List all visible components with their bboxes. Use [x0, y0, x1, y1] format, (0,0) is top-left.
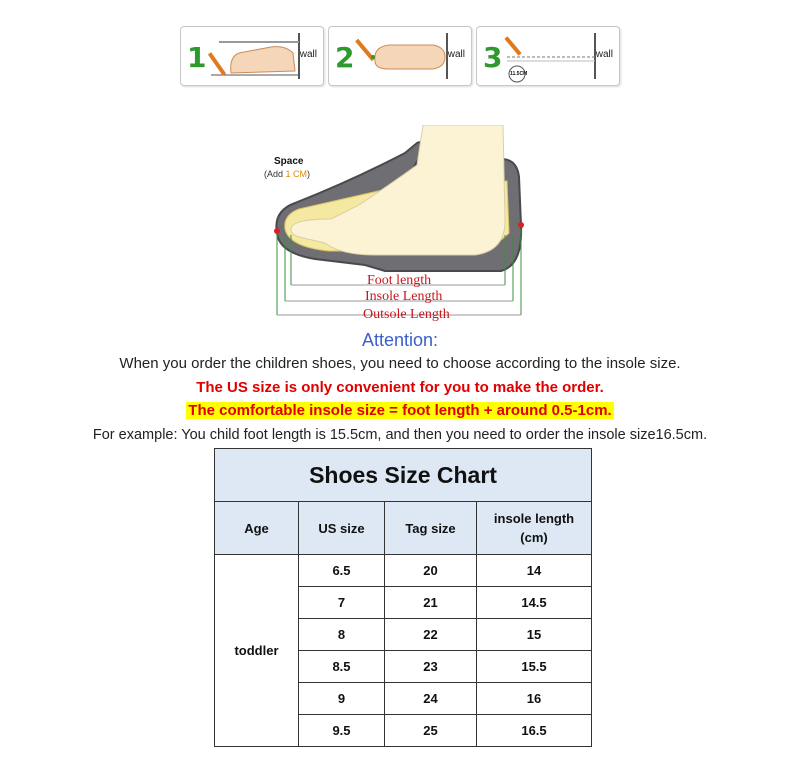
outsole-length-label: Outsole Length [363, 307, 450, 322]
age-group-cell: toddler [215, 555, 299, 747]
step-3-wall-label: wall [595, 49, 613, 60]
step-3-tag: 11.5CM [510, 71, 528, 77]
foot-shape [291, 125, 505, 255]
header-age: Age [215, 502, 299, 555]
header-us-size: US size [299, 502, 385, 555]
us-size-cell: 7 [299, 587, 385, 619]
us-size-cell: 9 [299, 683, 385, 715]
step-1-number: 1 [187, 41, 207, 74]
measuring-steps [180, 26, 620, 86]
step-2-wall-label: wall [447, 49, 465, 60]
instruction-line-2: The US size is only convenient for you to make the order. [196, 379, 604, 396]
foot-length-label: Foot length [367, 273, 432, 288]
step-1-card [180, 26, 324, 86]
step-1-wall-label: wall [299, 49, 317, 60]
insole-cell: 14 [477, 555, 592, 587]
insole-cell: 15.5 [477, 651, 592, 683]
tag-size-cell: 22 [385, 619, 477, 651]
step-3-number: 3 [483, 41, 503, 74]
header-insole-length: insole length (cm) [477, 502, 592, 555]
tag-size-cell: 21 [385, 587, 477, 619]
tag-size-cell: 24 [385, 683, 477, 715]
us-size-cell: 8 [299, 619, 385, 651]
table-row [215, 555, 592, 587]
tag-size-cell: 20 [385, 555, 477, 587]
insole-cell: 16.5 [477, 715, 592, 747]
step-2-card [328, 26, 472, 86]
instruction-line-3 [0, 402, 800, 419]
size-chart-table [214, 448, 592, 747]
instruction-line-4: For example: You child foot length is 15.5cm, and then you need to order the insole size16.5cm. [92, 427, 708, 443]
attention-heading: Attention: [361, 330, 439, 350]
instruction-line-1: When you order the children shoes, you need to choose according to the insole size. [119, 355, 681, 372]
size-chart-title: Shoes Size Chart [215, 449, 592, 502]
space-add-note: (Add 1 CM) [264, 169, 311, 179]
insole-length-label: Insole Length [365, 289, 443, 304]
insole-cell: 14.5 [477, 587, 592, 619]
header-tag-size: Tag size [385, 502, 477, 555]
insole-cell: 15 [477, 619, 592, 651]
us-size-cell: 9.5 [299, 715, 385, 747]
us-size-cell: 8.5 [299, 651, 385, 683]
step-3-card [476, 26, 620, 86]
highlighted-formula: The comfortable insole size = foot length + around 0.5-1cm. [188, 402, 612, 419]
space-label: Space [274, 156, 304, 167]
insole-cell: 16 [477, 683, 592, 715]
tag-size-cell: 23 [385, 651, 477, 683]
step-2-number: 2 [335, 41, 355, 74]
tag-size-cell: 25 [385, 715, 477, 747]
us-size-cell: 6.5 [299, 555, 385, 587]
